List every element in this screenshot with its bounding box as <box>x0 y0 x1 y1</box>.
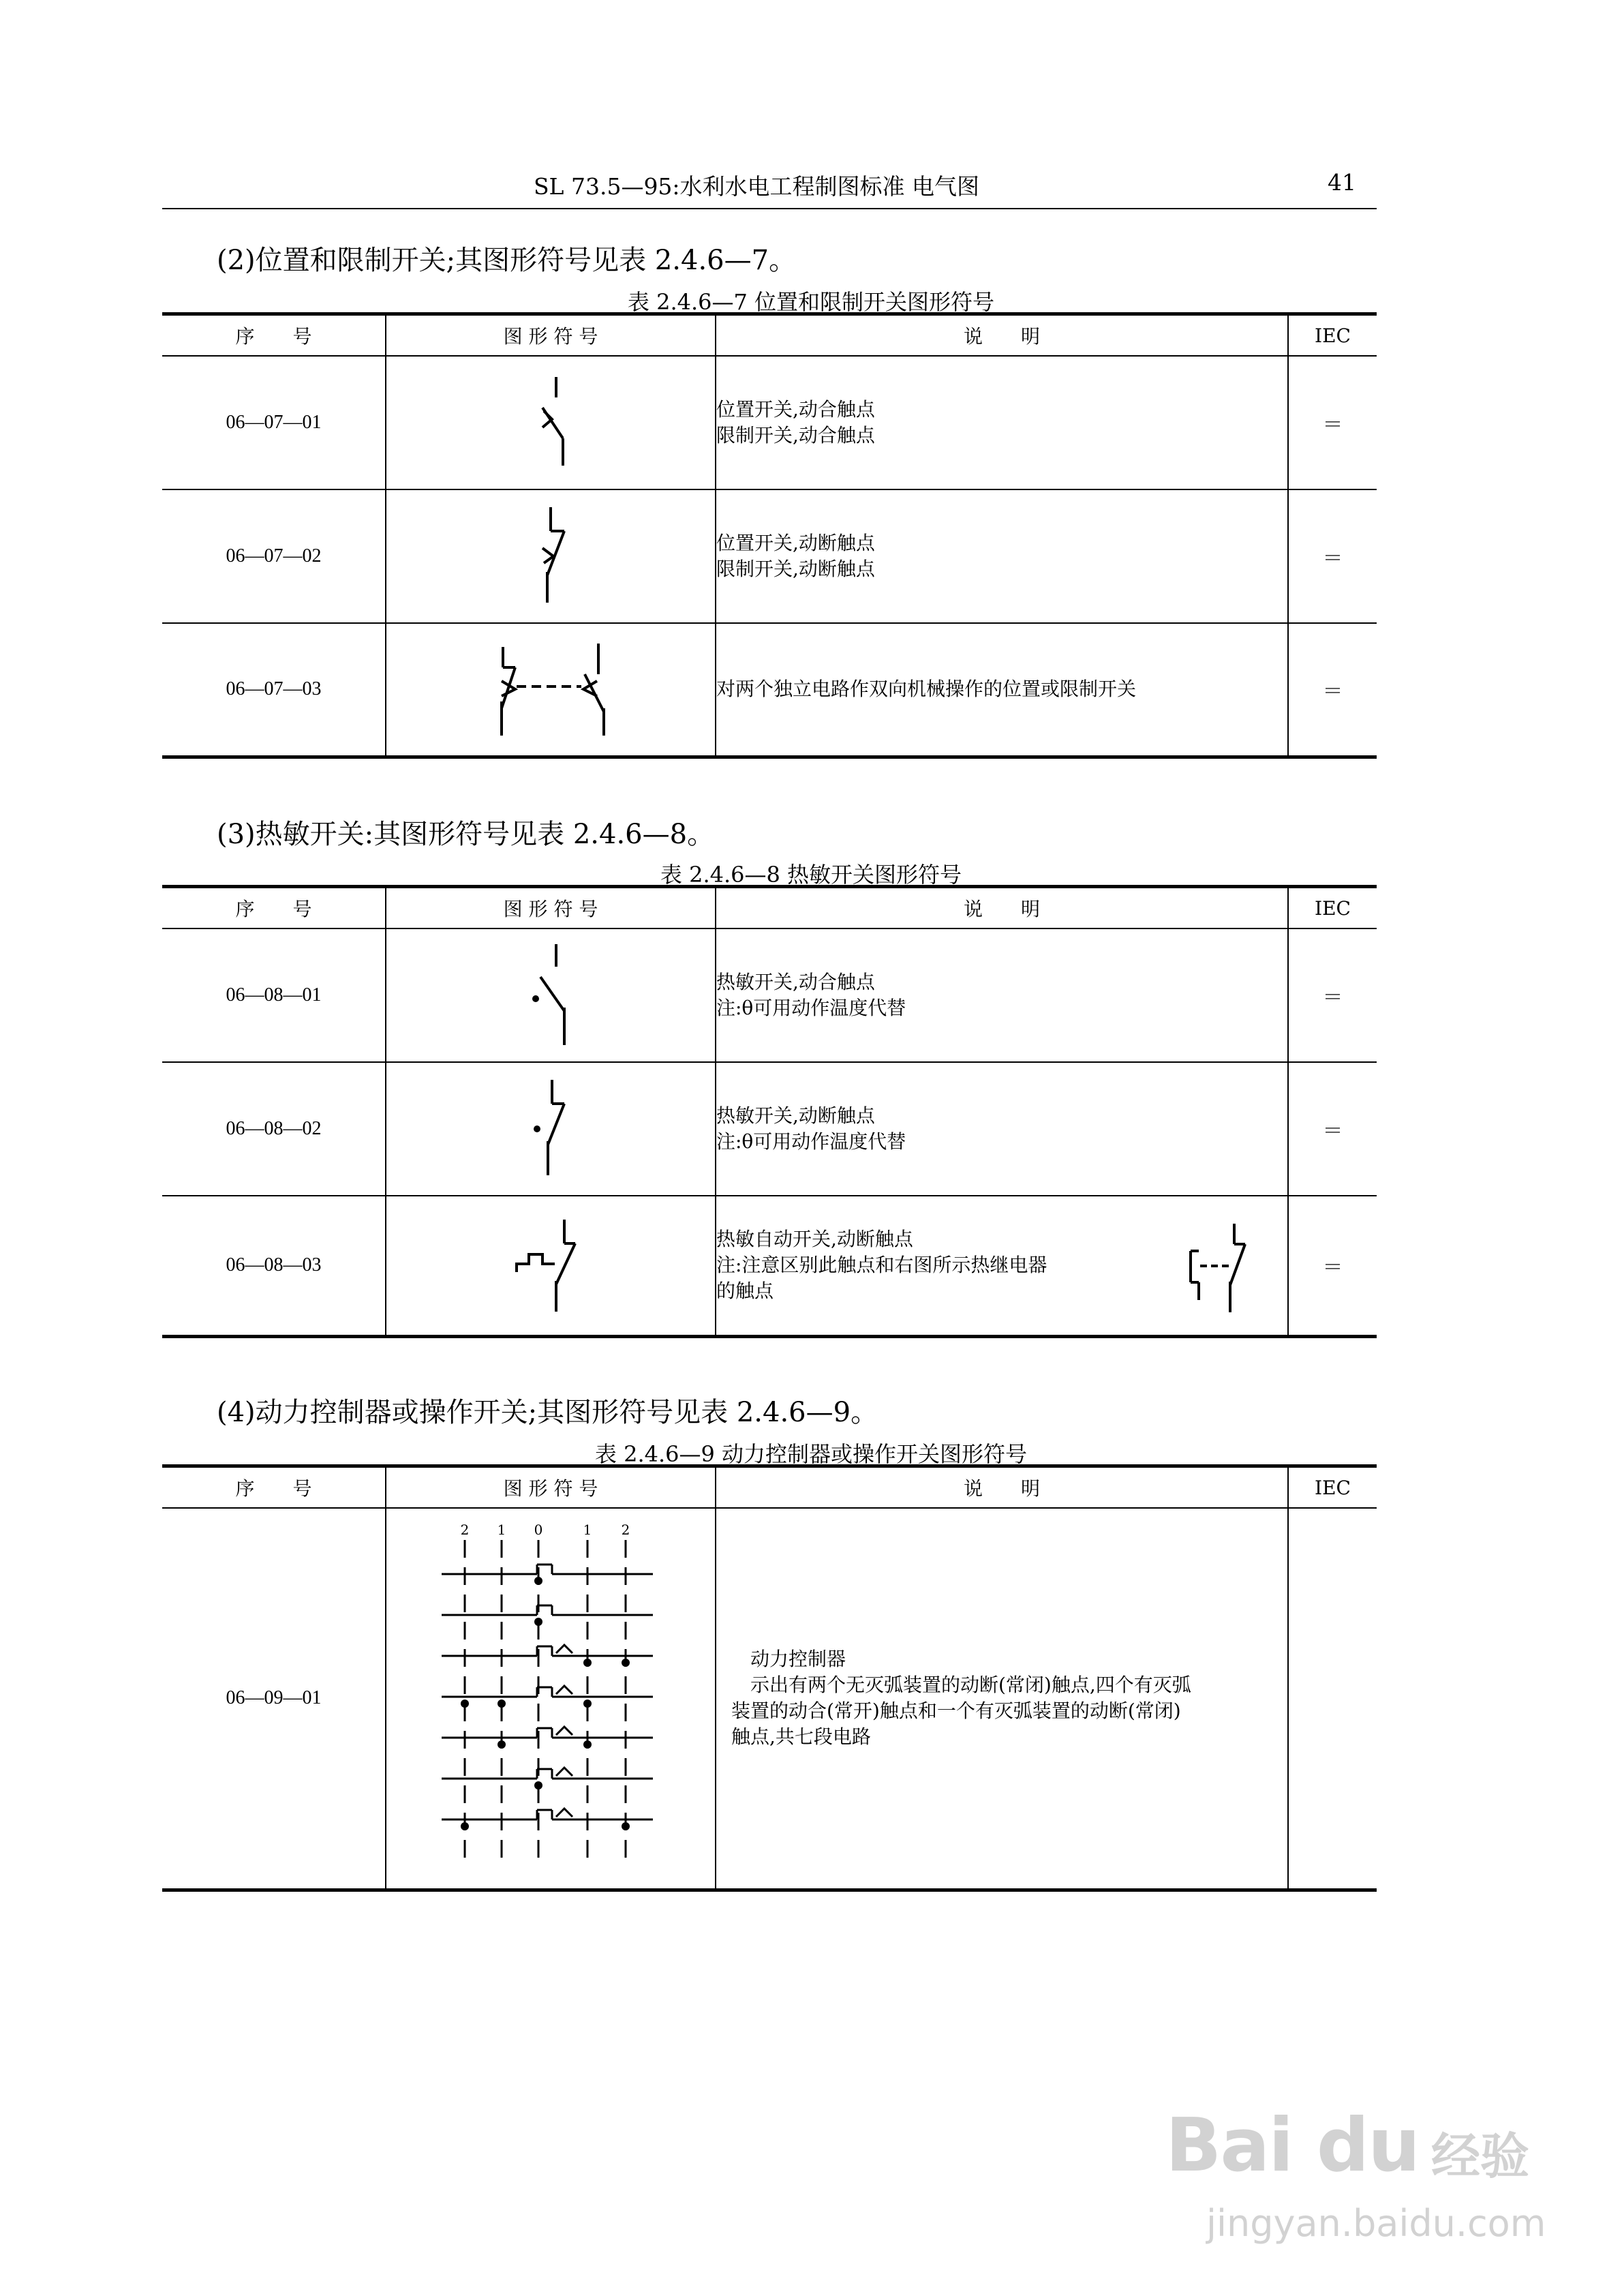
contact-dot <box>583 1740 592 1749</box>
arc-quench-mark <box>556 1727 572 1735</box>
row-description <box>716 1062 1288 1196</box>
row-code: 06—07—03 <box>162 623 386 757</box>
desc-line: 限制开关,动断触点 <box>716 558 875 580</box>
position-break-contact-icon <box>510 500 592 609</box>
col-header-index: 序 号 <box>162 314 386 357</box>
table-caption-2-4-6-7: 表 2.4.6—7 位置和限制开关图形符号 <box>627 289 995 315</box>
col-header-symbol: 图 形 符 号 <box>386 1466 716 1509</box>
section-heading-power-controller: (4)动力控制器或操作开关;其图形符号见表 2.4.6—9。 <box>217 1397 878 1428</box>
arc-quench-mark <box>556 1809 572 1817</box>
watermark-jingyan: 经验 <box>1431 2128 1530 2185</box>
desc-line: 注:θ可用动作温度代替 <box>716 997 906 1019</box>
header-rule <box>162 208 1377 209</box>
contact-dot <box>583 1700 592 1708</box>
contact-dot <box>461 1700 469 1708</box>
iec-equal-mark: ＝ <box>1288 1062 1377 1196</box>
row-description <box>716 1196 1288 1336</box>
row-description <box>716 1508 1288 1890</box>
position-label: 2 <box>621 1522 630 1539</box>
col-header-symbol: 图 形 符 号 <box>386 887 716 929</box>
contact-dot <box>583 1659 592 1667</box>
iec-equal-mark: ＝ <box>1288 489 1377 623</box>
desc-line: 位置开关,动断触点 <box>716 532 875 554</box>
desc-line: 装置的动合(常开)触点和一个有灭弧装置的动断(常闭) <box>731 1700 1181 1723</box>
position-label: 2 <box>460 1522 470 1539</box>
symbol-cell <box>386 356 716 489</box>
row-description <box>716 623 1288 757</box>
contact-dot <box>534 1577 542 1585</box>
row-code: 06—07—02 <box>162 489 386 623</box>
table-row <box>162 1508 1377 1890</box>
row-description <box>716 928 1288 1062</box>
thermal-relay-contact-icon <box>1180 1217 1268 1319</box>
table-row <box>162 623 1377 757</box>
col-header-iec: IEC <box>1288 1466 1377 1509</box>
table-caption-2-4-6-9: 表 2.4.6—9 动力控制器或操作开关图形符号 <box>594 1441 1028 1467</box>
contact-dot <box>498 1700 506 1708</box>
iec-equal-mark: ＝ <box>1288 356 1377 489</box>
desc-line: 触点,共七段电路 <box>731 1725 871 1749</box>
iec-equal-mark: ＝ <box>1288 623 1377 757</box>
row-description <box>716 489 1288 623</box>
table-row <box>162 489 1377 623</box>
contact-dot <box>622 1659 630 1667</box>
table-thermal-switch <box>162 885 1377 1338</box>
table-caption-2-4-6-8: 表 2.4.6—8 热敏开关图形符号 <box>660 862 962 888</box>
watermark-url: jingyan.baidu.com <box>1206 2202 1546 2245</box>
table-row <box>162 356 1377 489</box>
section-heading-position-switch: (2)位置和限制开关;其图形符号见表 2.4.6—7。 <box>217 245 797 276</box>
arc-quench-mark <box>556 1686 572 1694</box>
thermal-break-contact-icon <box>510 1073 592 1182</box>
iec-equal-mark: ＝ <box>1288 928 1377 1062</box>
watermark-brand: Bai du <box>1165 2103 1420 2188</box>
baidu-watermark <box>1152 2079 1546 2256</box>
contact-dot <box>534 1781 542 1789</box>
position-label: 1 <box>497 1522 506 1539</box>
section-heading-thermal-switch: (3)热敏开关:其图形符号见表 2.4.6—8。 <box>217 819 715 850</box>
position-label: 1 <box>583 1522 592 1539</box>
col-header-symbol: 图 形 符 号 <box>386 314 716 357</box>
desc-line: 的触点 <box>716 1280 774 1303</box>
desc-line: 对两个独立电路作双向机械操作的位置或限制开关 <box>716 678 1137 701</box>
row-code: 06—08—03 <box>162 1196 386 1336</box>
table-row <box>162 1196 1377 1336</box>
row-code: 06—07—01 <box>162 356 386 489</box>
col-header-iec: IEC <box>1288 314 1377 357</box>
power-controller-diagram <box>435 1513 667 1881</box>
row-code: 06—08—02 <box>162 1062 386 1196</box>
contact-dot <box>461 1822 469 1830</box>
desc-line: 限制开关,动合触点 <box>716 424 875 447</box>
col-header-index: 序 号 <box>162 887 386 929</box>
row-code: 06—09—01 <box>162 1508 386 1890</box>
symbol-cell <box>386 928 716 1062</box>
col-header-index: 序 号 <box>162 1466 386 1509</box>
desc-line: 热敏自动开关,动断触点 <box>716 1228 913 1251</box>
symbol-cell <box>386 623 716 757</box>
table-row <box>162 928 1377 1062</box>
thermal-make-contact-icon <box>510 936 592 1052</box>
col-header-iec: IEC <box>1288 887 1377 929</box>
position-label: 0 <box>534 1522 543 1539</box>
col-header-description: 说 明 <box>716 1466 1288 1509</box>
symbol-cell <box>386 1062 716 1196</box>
table-row <box>162 1062 1377 1196</box>
iec-equal-mark: ＝ <box>1288 1196 1377 1336</box>
desc-line: 注:注意区别此触点和右图所示热继电器 <box>716 1254 1047 1277</box>
table-power-controller <box>162 1464 1377 1892</box>
desc-line: 热敏开关,动合触点 <box>716 971 875 993</box>
position-make-contact-icon <box>510 370 592 472</box>
symbol-cell <box>386 1196 716 1336</box>
running-header-title: SL 73.5—95:水利水电工程制图标准 电气图 <box>533 173 980 200</box>
table-position-switch <box>162 312 1377 759</box>
arc-quench-mark <box>556 1645 572 1653</box>
row-description <box>716 356 1288 489</box>
page-number: 41 <box>1328 169 1356 196</box>
symbol-cell <box>386 1508 716 1890</box>
contact-dot <box>622 1822 630 1830</box>
row-code: 06—08—01 <box>162 928 386 1062</box>
contact-dot <box>498 1740 506 1749</box>
dual-position-switch-icon <box>483 633 619 742</box>
arc-quench-mark <box>556 1768 572 1776</box>
desc-line: 动力控制器 <box>750 1648 846 1671</box>
desc-line: 热敏开关,动断触点 <box>716 1104 875 1127</box>
iec-cell <box>1288 1508 1377 1890</box>
controller-circuits <box>442 1540 653 1867</box>
desc-line: 示出有两个无灭弧装置的动断(常闭)触点,四个有灭弧 <box>750 1674 1191 1697</box>
desc-line: 位置开关,动合触点 <box>716 398 875 421</box>
desc-line: 注:θ可用动作温度代替 <box>716 1130 906 1153</box>
thermal-auto-switch-icon <box>496 1209 605 1318</box>
col-header-description: 说 明 <box>716 314 1288 357</box>
col-header-description: 说 明 <box>716 887 1288 929</box>
symbol-cell <box>386 489 716 623</box>
contact-dot <box>534 1618 542 1626</box>
